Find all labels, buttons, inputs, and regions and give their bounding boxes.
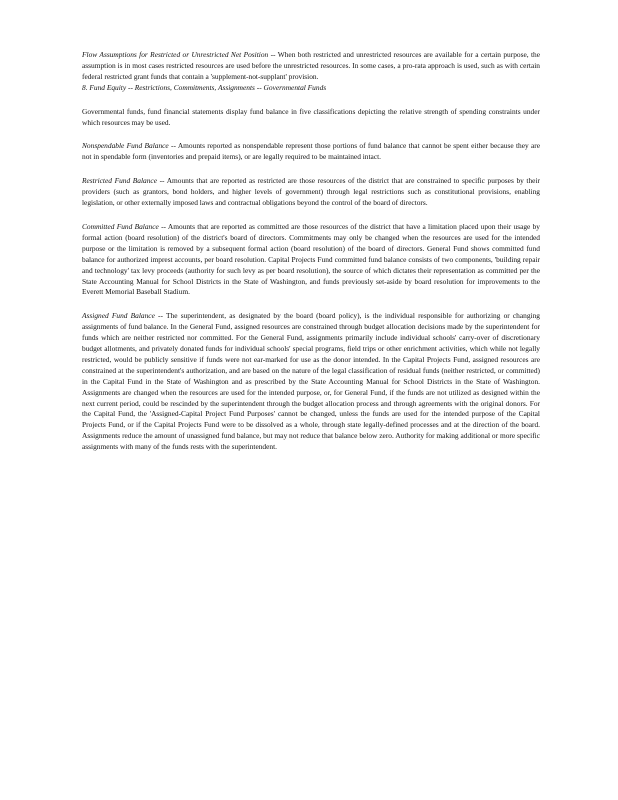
paragraph-committed — [82, 222, 540, 298]
paragraph-text: -- Amounts that are reported as restricted are those resources of the district that are constrained to specific purposes by their providers (such as grantors, bond holders, and higher levels of government) through legal restrictions such as constitutional provisions, enabling legislation, or other externally imposed laws and contractual obligations beyond the control of the board of directors. — [82, 176, 540, 208]
paragraph-text: -- Amounts that are reported as committed are those resources of the district that have a limitation placed upon their usage by formal action (board resolution) of the district's board of directors. Commitments may only be changed when the resources are used for the intended purpose or the limitation is removed by a subsequent formal action (board resolution) of the board of directors. General Fund shows committed fund balance for authorized imprest accounts, per board resolution. Capital Projects Fund committed fund balance consists of two components, 'building repair and technology' tax levy proceeds (authority for such levy as per board resolution), the source of which dictates their representation as committed per the State Accounting Manual for School Districts in the State of Washington, and funds previously set-aside by board resolution for improvements to the Everett Memorial Baseball Stadium. — [82, 221, 540, 297]
paragraph-flow-assumptions — [82, 50, 540, 83]
paragraph-assigned — [82, 311, 540, 453]
paragraph-text: -- Amounts reported as nonspendable represent those portions of fund balance that cannot be spent either because they are not in spendable form (inventories and prepaid items), or are legally required to be maintained intact. — [82, 141, 540, 162]
paragraph-nonspendable — [82, 141, 540, 163]
paragraph-lead: Restricted Fund Balance — [82, 176, 157, 186]
paragraph-governmental-funds — [82, 107, 540, 129]
paragraph-text: -- When both restricted and unrestricted resources are available for a certain purpose, the assumption is in most cases restricted resources are used before the unrestricted resources. In some cases, a pro-rata approach is used, such as with certain federal restricted grant funds that contain a 'supplement-not-supplant' provision. — [82, 50, 540, 81]
section-heading-fund-equity: 8. Fund Equity -- Restrictions, Commitments, Assignments -- Governmental Funds — [82, 82, 327, 92]
paragraph-lead: Flow Assumptions for Restricted or Unrestricted Net Position — [82, 50, 269, 59]
document-page — [82, 50, 540, 453]
paragraph-lead: Committed Fund Balance — [82, 221, 159, 231]
paragraph-lead: Nonspendable Fund Balance — [82, 141, 169, 151]
paragraph-restricted — [82, 176, 540, 209]
paragraph-lead: Assigned Fund Balance — [82, 311, 155, 321]
paragraph-text: Governmental funds, fund financial statements display fund balance in five classifications depicting the relative strength of spending constraints under which resources may be used. — [82, 106, 540, 127]
paragraph-text: -- The superintendent, as designated by the board (board policy), is the individual responsible for authorizing or changing assignments of fund balance. In the General Fund, assigned resources are constrained through budget allocation decisions made by the superintendent for funds which are neither restricted nor committed. For the General Fund, assignments primarily include individual schools' carry-over of discretionary budget allotments, and privately donated funds for individual schools' special programs, field trips or other enrichment activities, which while not legally restricted, would be publicly sensitive if funds were not ear-marked for use as the donor intended. In the Capital Projects Fund, assigned resources are constrained at the superintendent's authorization, and are based on the nature of the legal classification of residual funds (neither restricted, or committed) in the Capital Fund in the State of Washington and as prescribed by the State Accounting Manual for School Districts in the State of Washington. Assignments are changed when the resources are used for the intended purpose, or, for General Fund, if the funds are not utilized as designed within the next current period, could be rescinded by the superintendent through the budget allocation process and through agreements with the original donors. For the Capital Fund, the 'Assigned-Capital Project Fund Purposes' cannot be changed, unless the funds are used for the intended purpose of the Capital Projects Fund, or if the Capital Projects Fund were to be dissolved as a whole, through state legally-defined processes and at the direction of the board. Assignments reduce the amount of unassigned fund balance, but may not reduce that balance below zero. Authority for making additional or more specific assignments with many of the funds rests with the superintendent. — [82, 311, 540, 452]
